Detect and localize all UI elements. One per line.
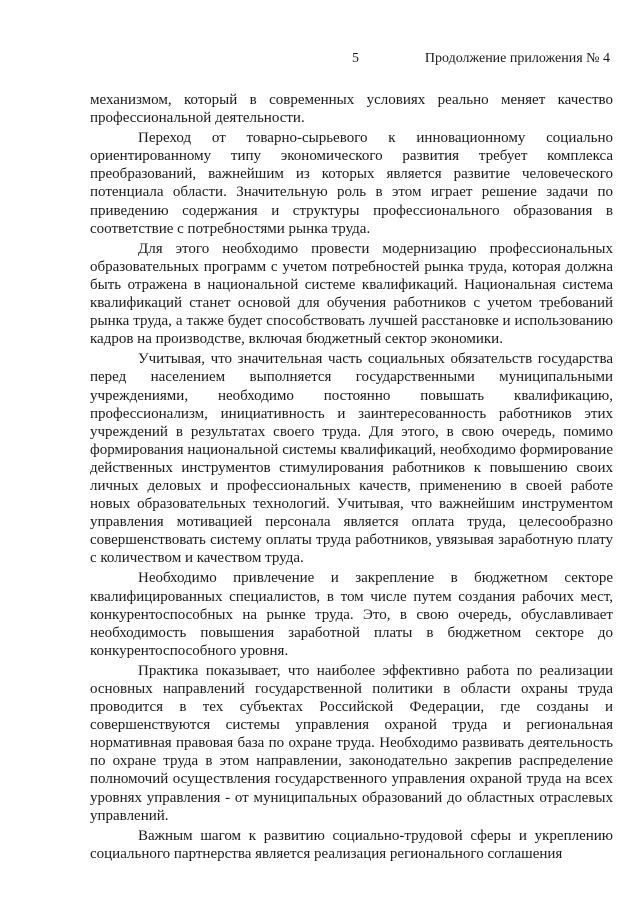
page-number: 5 bbox=[352, 51, 359, 66]
paragraph: механизмом, который в современных условиях реально меняет качество профессиональной деятельности. bbox=[90, 92, 613, 127]
paragraph: Необходимо привлечение и закрепление в бюджетном секторе квалифицированных специалистов, в том числе путем создания рабочих мест, конкурентоспособных на рынке труда. Это, в свою очередь, обуславливает необходимость повышения заработной платы в бюджетном секторе до конкурентоспособного уровня. bbox=[90, 570, 613, 659]
paragraph: Учитывая, что значительная часть социальных обязательств государства перед населением выполняется государственными муниципальными учреждениями, необходимо постоянно повышать квалификацию, профессионализм, инициативность и заинтересованность работников этих учреждений в результатах своего труда. Для этого, в свою очередь, помимо формирования национальной системы квалификаций, необходимо формирование действенных инструментов стимулирования работников к повышению своих личных деловых и профессиональных качеств, применению в своей работе новых образовательных технологий. Учитывая, что важнейшим инструментом управления мотивацией персонала является оплата труда, целесообразно совершенствовать систему оплаты труда работников, увязывая заработную плату с количеством и качеством труда. bbox=[90, 351, 613, 567]
paragraph: Переход от товарно-сырьевого к инновационному социально ориентированному типу экономического развития требует комплекса преобразований, важнейшим из которых является развитие человеческого потенциала области. Значительную роль в этом играет решение задачи по приведению содержания и структуры профессионального образования в соответствие с потребностями рынка труда. bbox=[90, 130, 613, 237]
continuation-header: Продолжение приложения № 4 bbox=[424, 51, 610, 66]
paragraph: Практика показывает, что наиболее эффективно работа по реализации основных направлений государственной политики в области охраны труда проводится в тех субъектах Российской Федерации, где созданы и совершенствуются системы управления охраной труда и региональная нормативная правовая база по охране труда. Необходимо развивать деятельность по охране труда в этом направлении, законодательно закрепив распределение полномочий осуществления государственного управления охраной труда на всех уровнях управления - от муниципальных образований до областных отраслевых управлений. bbox=[90, 662, 613, 824]
paragraph: Для этого необходимо провести модернизацию профессиональных образовательных программ с учетом потребностей рынка труда, которая должна быть отражена в национальной системе квалификаций. Национальная система квалификаций станет основой для обучения работников с учетом требований рынка труда, а также будет способствовать лучшей расстановке и использованию кадров на производстве, включая бюджетный сектор экономики. bbox=[90, 240, 613, 348]
paragraph: Важным шагом к развитию социально-трудовой сферы и укреплению социального партнерства является реализация регионального соглашения bbox=[90, 827, 613, 862]
document-body bbox=[90, 91, 613, 865]
